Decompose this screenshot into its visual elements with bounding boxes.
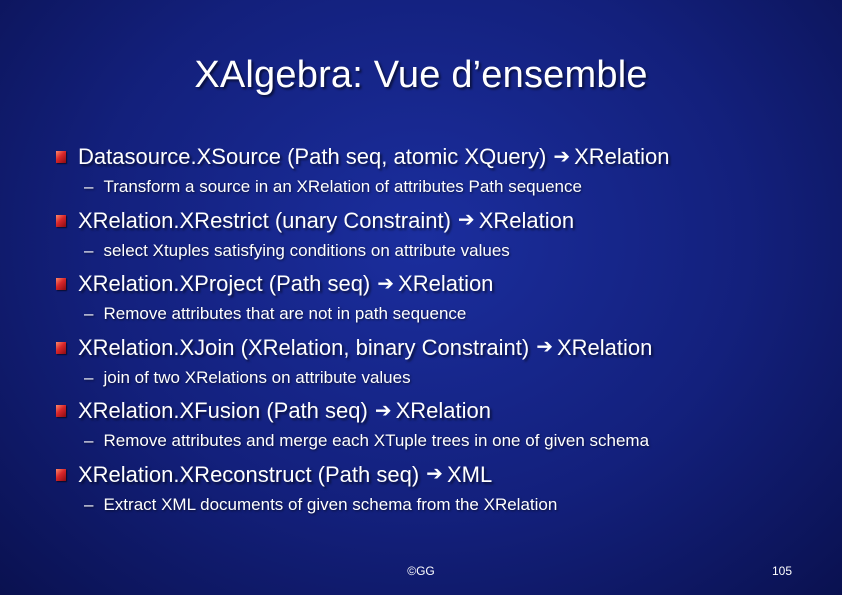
page-number: 105 bbox=[771, 564, 792, 578]
bullet-text: XRelation.XJoin (XRelation, binary Constraint) bbox=[78, 334, 530, 360]
sub-bullet-text: join of two XRelations on attribute values bbox=[103, 367, 411, 387]
bullet-result: XRelation bbox=[556, 334, 653, 360]
bullet-text: Datasource.XSource (Path seq, atomic XQuery) bbox=[78, 144, 547, 169]
bullet-text: XRelation.XFusion (Path seq) bbox=[78, 398, 368, 423]
bullet-square-icon bbox=[56, 405, 66, 417]
bullet-item bbox=[56, 269, 826, 333]
bullet-item bbox=[56, 206, 826, 270]
bullet-list bbox=[56, 142, 826, 523]
bullet-item bbox=[56, 396, 826, 460]
bullet-item bbox=[56, 333, 826, 397]
dash-marker: – bbox=[84, 240, 94, 260]
bullet-text: XRelation.XProject (Path seq) bbox=[78, 271, 371, 296]
dash-marker: – bbox=[84, 367, 94, 387]
sub-bullet-text: Remove attributes and merge each XTuple trees in one of given schema bbox=[103, 431, 650, 450]
dash-marker: – bbox=[84, 431, 94, 450]
bullet-result: XML bbox=[446, 461, 493, 487]
dash-marker: – bbox=[84, 177, 94, 196]
sub-bullet-text: Transform a source in an XRelation of attributes Path sequence bbox=[103, 177, 582, 196]
footer-copyright: ©GG bbox=[407, 564, 435, 578]
bullet-result: XRelation bbox=[478, 207, 575, 233]
dash-marker: – bbox=[84, 494, 94, 514]
bullet-item bbox=[56, 460, 826, 524]
arrow-right-icon: ➔ bbox=[426, 463, 443, 485]
sub-bullet-text: Extract XML documents of given schema from the XRelation bbox=[103, 494, 558, 514]
bullet-text: XRelation.XRestrict (unary Constraint) bbox=[78, 207, 451, 233]
bullet-square-icon bbox=[56, 215, 66, 227]
bullet-square-icon bbox=[56, 342, 66, 354]
dash-marker: – bbox=[84, 304, 94, 323]
bullet-square-icon bbox=[56, 151, 66, 163]
arrow-right-icon: ➔ bbox=[377, 272, 395, 295]
arrow-right-icon: ➔ bbox=[457, 209, 475, 231]
bullet-result: XRelation bbox=[395, 398, 491, 423]
sub-bullet-text: Remove attributes that are not in path sequence bbox=[103, 304, 467, 323]
sub-bullet-text: select Xtuples satisfying conditions on attribute values bbox=[103, 240, 510, 260]
bullet-item bbox=[56, 142, 826, 206]
bullet-result: XRelation bbox=[398, 271, 494, 296]
bullet-result: XRelation bbox=[574, 144, 670, 169]
arrow-right-icon: ➔ bbox=[374, 399, 392, 422]
arrow-right-icon: ➔ bbox=[536, 336, 553, 358]
arrow-right-icon: ➔ bbox=[553, 145, 571, 168]
bullet-square-icon bbox=[56, 278, 66, 290]
slide-title: XAlgebra: Vue d’ensemble bbox=[194, 54, 648, 96]
bullet-square-icon bbox=[56, 469, 66, 481]
bullet-text: XRelation.XReconstruct (Path seq) bbox=[78, 461, 420, 487]
